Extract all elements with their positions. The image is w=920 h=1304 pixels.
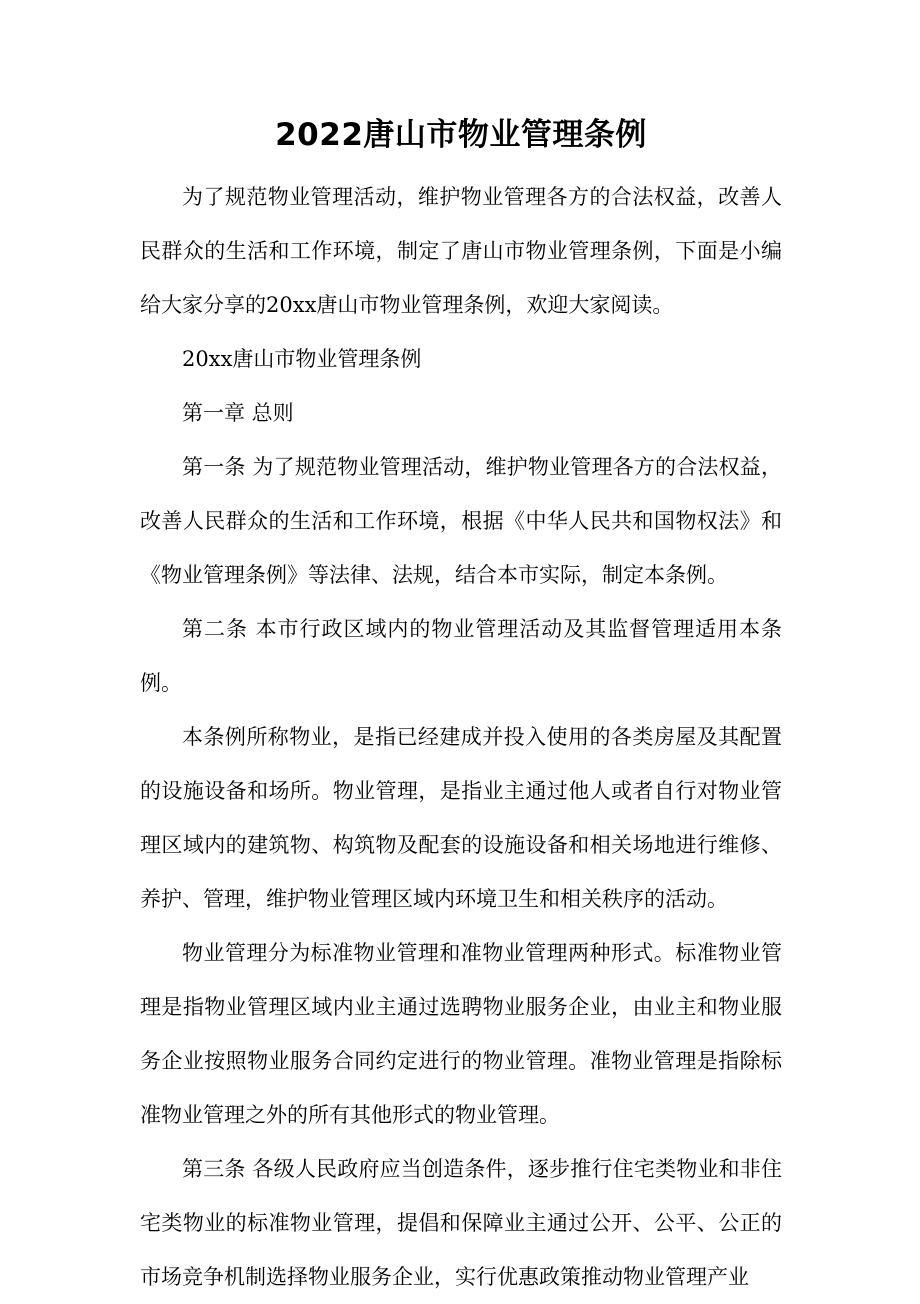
article-3: 第三条 各级人民政府应当创造条件，逐步推行住宅类物业和非住宅类物业的标准物业管理，提倡和保障业主通过公开、公平、公正的市场竞争机制选择物业服务企业，实行优惠政策推动物业管理产业 [140, 1157, 782, 1289]
paragraph-intro: 为了规范物业管理活动，维护物业管理各方的合法权益，改善人民群众的生活和工作环境，制定了唐山市物业管理条例，下面是小编给大家分享的20xx唐山市物业管理条例，欢迎大家阅读。 [140, 185, 782, 317]
paragraph-property-definition: 本条例所称物业，是指已经建成并投入使用的各类房屋及其配置的设施设备和场所。物业管理，是指业主通过他人或者自行对物业管理区域内的建筑物、构筑物及配套的设施设备和相关场地进行维修、养护、管理，维护物业管理区域内环境卫生和相关秩序的活动。 [140, 725, 782, 911]
chapter-heading: 第一章 总则 [182, 401, 294, 425]
document-title: 2022唐山市物业管理条例 [275, 117, 647, 153]
article-2: 第二条 本市行政区域内的物业管理活动及其监督管理适用本条例。 [140, 617, 782, 695]
paragraph-management-forms: 物业管理分为标准物业管理和准物业管理两种形式。标准物业管理是指物业管理区域内业主通过选聘物业服务企业，由业主和物业服务企业按照物业服务合同约定进行的物业管理。准物业管理是指除标准物业管理之外的所有其他形式的物业管理。 [140, 941, 782, 1127]
paragraph-subtitle: 20xx唐山市物业管理条例 [182, 347, 422, 371]
article-1: 第一条 为了规范物业管理活动，维护物业管理各方的合法权益，改善人民群众的生活和工作环境，根据《中华人民共和国物权法》和《物业管理条例》等法律、法规，结合本市实际，制定本条例。 [140, 455, 782, 587]
